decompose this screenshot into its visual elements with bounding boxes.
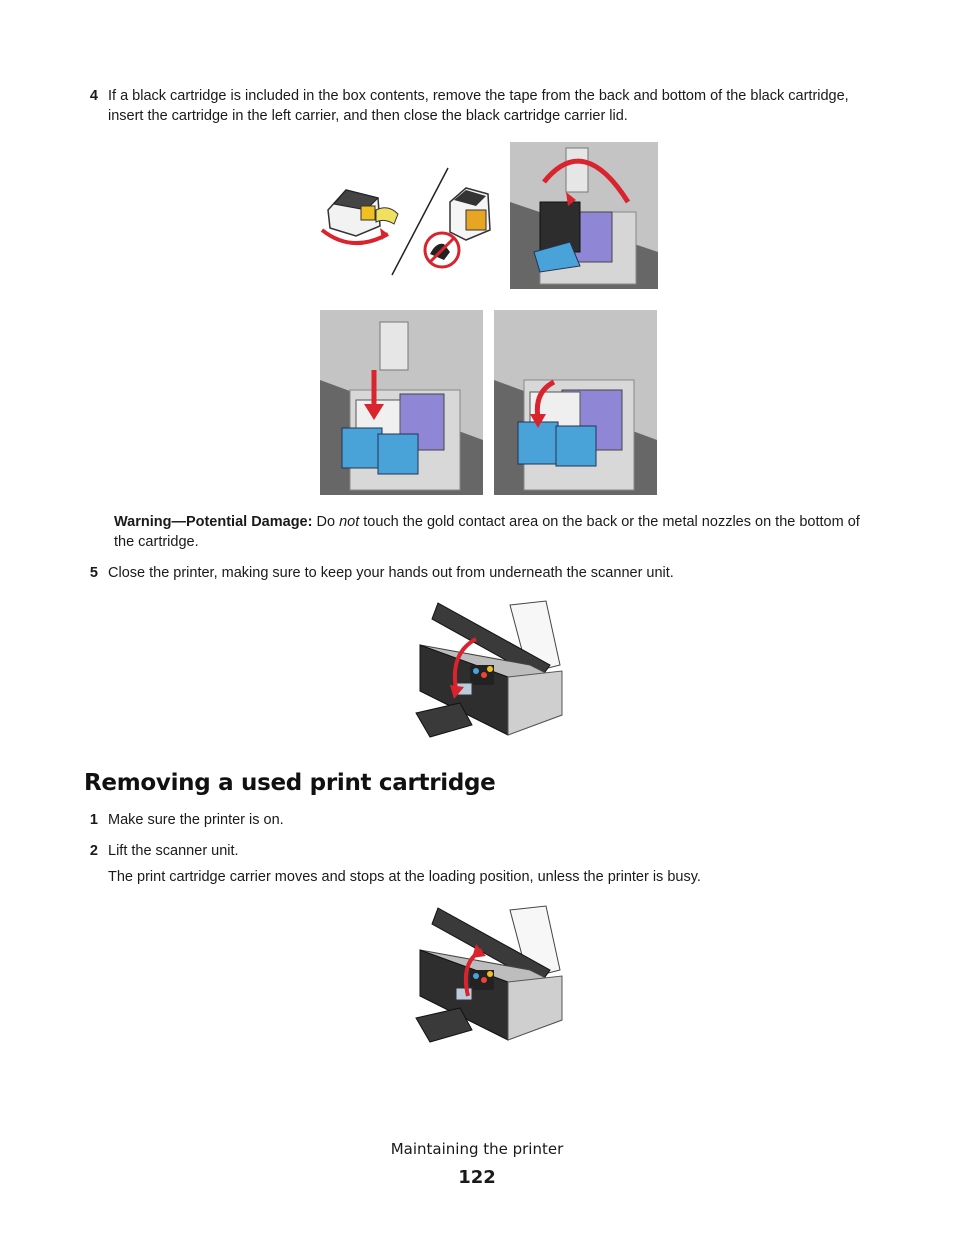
section-title: Removing a used print cartridge: [84, 770, 496, 796]
printer-close-illustration: [410, 595, 570, 745]
cartridge-with-tape: [322, 190, 398, 243]
step-followup-text: The print cartridge carrier moves and stops at the loading position, unless the printer is busy.: [108, 869, 701, 885]
step-text: Lift the scanner unit.: [108, 843, 239, 859]
step-text: Make sure the printer is on.: [108, 812, 284, 828]
step-number: 5: [89, 565, 98, 581]
step-number: 1: [89, 812, 98, 828]
warning-label: Warning—Potential Damage:: [114, 514, 313, 530]
printer-lift-illustration: [410, 900, 570, 1050]
no-touch-icon: [425, 233, 459, 267]
footer-section-label: Maintaining the printer: [390, 1140, 564, 1158]
step-number: 2: [89, 843, 98, 859]
step-text: Close the printer, making sure to keep your hands out from underneath the scanner unit.: [108, 565, 674, 581]
warning-text-after: touch the gold contact area on the back or the metal nozzles on the bottom of the cartridge.: [114, 514, 860, 550]
warning-text-before: Do: [312, 514, 340, 530]
cartridge-gold-contact: [450, 188, 490, 240]
insert-cartridge-photo: [510, 142, 658, 289]
warning-note: [114, 512, 864, 552]
step-number: 4: [89, 88, 98, 104]
close-lid-photo-2: [494, 310, 657, 495]
close-lid-photo-1: [320, 310, 483, 495]
warning-emphasis: not: [339, 514, 360, 530]
step-text: If a black cartridge is included in the box contents, remove the tape from the back and bottom of the black cartridge, insert the cartridge in the left carrier, and then close the black cartridge carrier lid.: [108, 88, 849, 124]
page-number: 122: [458, 1167, 496, 1188]
remove-tape-illustration: [316, 160, 506, 280]
